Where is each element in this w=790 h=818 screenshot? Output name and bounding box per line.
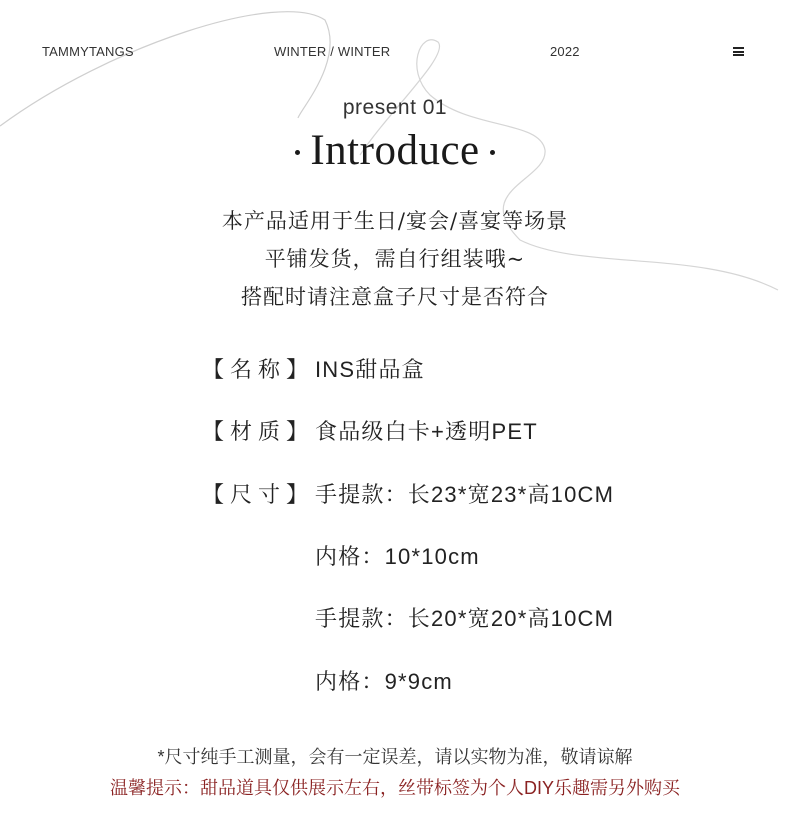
- intro-line-3: 搭配时请注意盒子尺寸是否符合: [241, 285, 549, 309]
- title-text: Introduce: [310, 127, 480, 174]
- menu-icon[interactable]: [733, 47, 744, 56]
- spec-value-size-1: 手提款：长23*宽23*高10CM: [315, 482, 615, 507]
- measurement-note: *尺寸纯手工测量，会有一定误差，请以实物为准，敬请谅解: [157, 747, 633, 767]
- warm-tip-note: 温馨提示：甜品道具仅供展示左右，丝带标签为个人DIY乐趣需另外购买: [109, 778, 680, 798]
- season-label: WINTER / WINTER: [274, 44, 391, 59]
- spec-value-size-4: 内格：9*9cm: [315, 669, 453, 694]
- intro-line-2: 平铺发货，需自行组装哦~: [264, 247, 526, 271]
- brand-name: TAMMYTANGS: [42, 44, 134, 59]
- spec-label-material: 【材质】: [202, 419, 315, 444]
- section-title: [0, 126, 790, 175]
- intro-line-1: 本产品适用于生日/宴会/喜宴等场景: [221, 209, 569, 233]
- bullet-dot-left: [295, 150, 300, 155]
- spec-value-name: INS甜品盒: [315, 357, 425, 382]
- spec-value-size-2: 内格：10*10cm: [315, 544, 480, 569]
- bullet-dot-right: [490, 150, 495, 155]
- spec-value-size-3: 手提款：长20*宽20*高10CM: [315, 606, 615, 631]
- spec-label-name: 【名称】: [202, 357, 315, 382]
- present-label: present 01: [342, 96, 448, 119]
- year-label: 2022: [550, 44, 580, 59]
- spec-value-material: 食品级白卡+透明PET: [315, 419, 538, 444]
- spec-label-size: 【尺寸】: [202, 482, 315, 507]
